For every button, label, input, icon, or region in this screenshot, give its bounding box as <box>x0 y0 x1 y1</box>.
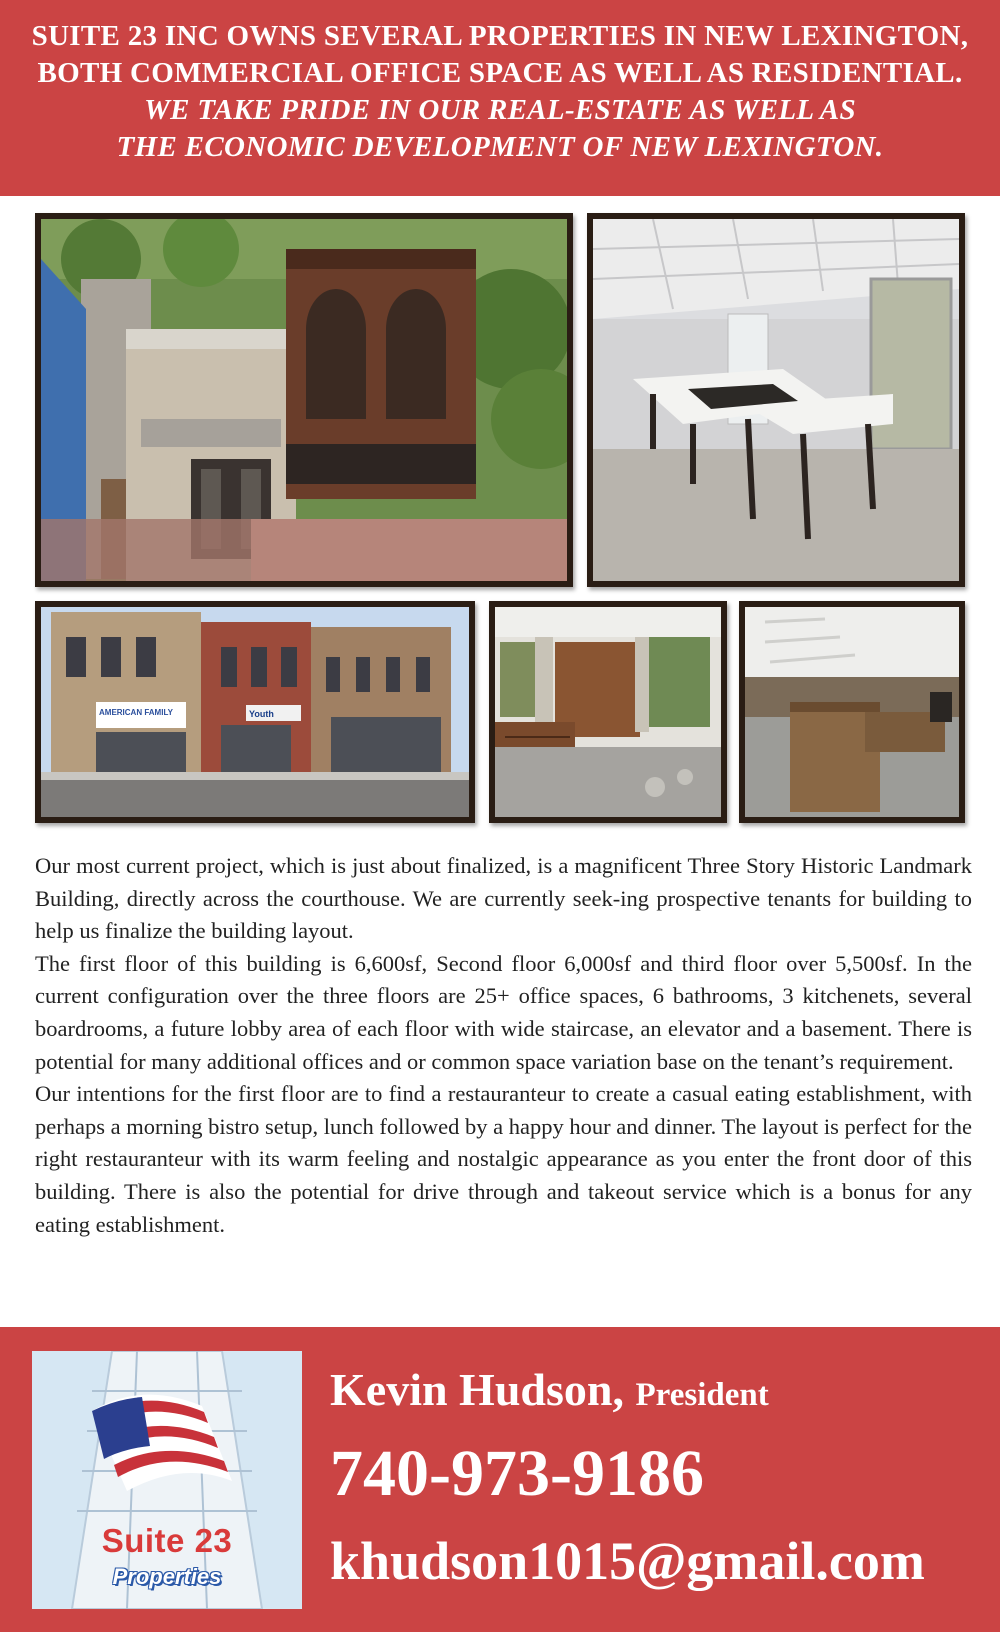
photo-cubicle-office <box>739 601 965 823</box>
header-line-3: WE TAKE PRIDE IN OUR REAL-ESTATE AS WELL AS <box>144 94 856 126</box>
aerial-buildings-image <box>41 219 567 581</box>
photo-aerial-buildings <box>35 213 573 587</box>
body-paragraph-1: Our most current project, which is just about finalized, is a magnificent Three Story Historic Landmark Building, directly across the courthouse. We are currently seek-ing prospective tenants for building to help us finalize the building layout. <box>35 853 972 944</box>
header-line-1: SUITE 23 INC OWNS SEVERAL PROPERTIES IN NEW LEXINGTON, <box>31 20 969 52</box>
header-line-4: THE ECONOMIC DEVELOPMENT OF NEW LEXINGTON. <box>116 131 884 163</box>
contact-phone[interactable]: 740-973-9186 <box>330 1437 704 1510</box>
logo-brand-line-2: Properties <box>112 1564 222 1589</box>
cubicle-office-image <box>745 607 959 817</box>
conference-room-image <box>593 219 959 581</box>
photo-storefronts <box>35 601 475 823</box>
contact-name: Kevin Hudson, <box>330 1364 624 1415</box>
body-paragraph-2: The first floor of this building is 6,600sf, Second floor 6,000sf and third floor over 5,500sf. In the current configuration over the three floors are 25+ office spaces, 6 bathrooms, 3 kitchenets, several boardrooms, a future lobby area of each floor with wide staircase, an elevator and a basement. There is potential for many additional offices and or common space variation base on the tenant’s requirement. <box>35 950 972 1074</box>
logo-brand-line-1: Suite 23 <box>101 1522 233 1559</box>
storefronts-image <box>41 607 469 817</box>
photo-conference-room <box>587 213 965 587</box>
wood-office-image <box>495 607 721 817</box>
storefront-sign-text: AMERICAN FAMILY <box>99 708 173 717</box>
contact-email[interactable]: khudson1015@gmail.com <box>330 1531 925 1591</box>
contact-name-line <box>330 1363 769 1416</box>
body-paragraph-3: Our intentions for the first floor are to find a restauranteur to create a casual eating establishment, with perhaps a morning bistro setup, lunch followed by a happy hour and dinner. The layout is perfect for the right restauranteur with its warm feeling and nostalgic appearance as you enter the front door of this building. There is also the potential for drive through and takeout service which is a bonus for any eating establishment. <box>35 1081 972 1237</box>
header-line-2: BOTH COMMERCIAL OFFICE SPACE AS WELL AS RESIDENTIAL. <box>37 57 963 89</box>
header-banner <box>0 0 1000 196</box>
photo-wood-office <box>489 601 727 823</box>
suite-23-logo <box>32 1351 302 1609</box>
body-copy <box>35 850 972 1241</box>
contact-title: President <box>635 1377 769 1413</box>
storefront-sign-text-2: Youth <box>249 709 274 719</box>
footer-banner <box>0 1327 1000 1632</box>
